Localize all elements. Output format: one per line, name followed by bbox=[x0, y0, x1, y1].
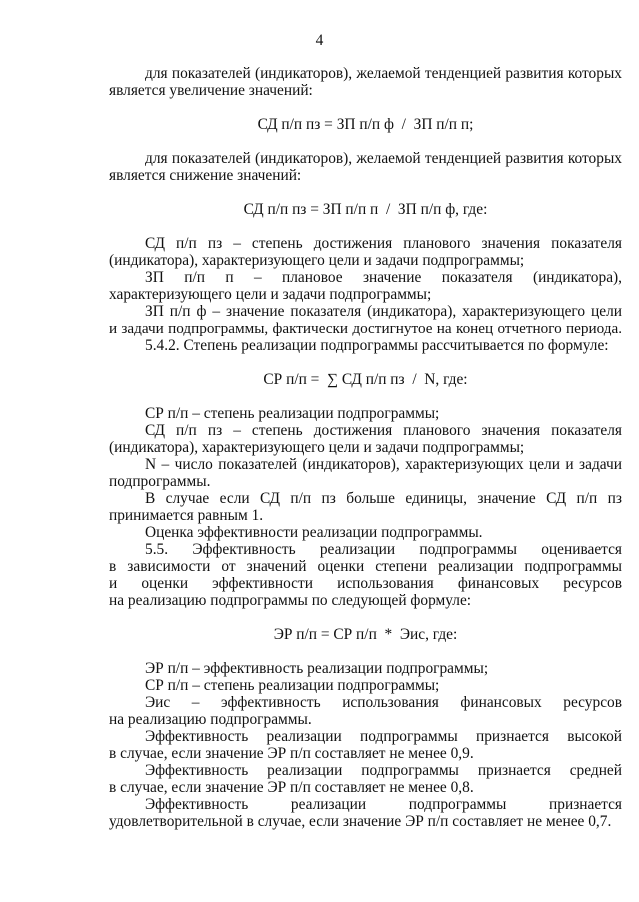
text-line: 5.5. Эффективность реализации подпрограммы оценивается bbox=[145, 541, 622, 558]
text-line: Эффективность реализации подпрограммы признается bbox=[145, 796, 622, 813]
formula-line: СД п/п пз = ЗП п/п ф / ЗП п/п п; bbox=[257, 116, 474, 133]
text-line: принимается равным 1. bbox=[109, 507, 264, 524]
text-line: удовлетворительной в случае, если значение ЭР п/п составляет не менее 0,7. bbox=[109, 813, 612, 830]
page-number: 4 bbox=[315, 32, 324, 49]
text-line: подпрограммы. bbox=[109, 473, 211, 490]
text-line: (индикатора), характеризующего цели и задачи подпрограммы; bbox=[109, 439, 525, 456]
text-line: (индикатора), характеризующего цели и задачи подпрограммы; bbox=[109, 252, 525, 269]
text-line: СР п/п – степень реализации подпрограммы; bbox=[145, 677, 440, 694]
text-line: Эффективность реализации подпрограммы признается высокой bbox=[145, 728, 622, 745]
text-line: ЗП п/п ф – значение показателя (индикатора), характеризующего цели bbox=[145, 303, 622, 320]
text-line: в зависимости от значений оценки степени реализации подпрограммы bbox=[109, 558, 622, 575]
text-line: СД п/п пз – степень достижения планового значения показателя bbox=[145, 235, 622, 252]
text-line: Оценка эффективности реализации подпрограммы. bbox=[145, 524, 483, 541]
text-line: СР п/п – степень реализации подпрограммы; bbox=[145, 405, 440, 422]
text-line: ЭР п/п – эффективность реализации подпрограммы; bbox=[145, 660, 489, 677]
text-line: Эис – эффективность использования финансовых ресурсов bbox=[145, 694, 622, 711]
text-line: в случае, если значение ЭР п/п составляет не менее 0,9. bbox=[109, 745, 474, 762]
text-line: для показателей (индикаторов), желаемой тенденцией развития которых bbox=[145, 150, 622, 167]
text-line: на реализацию подпрограммы по следующей формуле: bbox=[109, 592, 472, 609]
text-line: 5.4.2. Степень реализации подпрограммы рассчитывается по формуле: bbox=[145, 337, 609, 354]
text-line: СД п/п пз – степень достижения планового значения показателя bbox=[145, 422, 622, 439]
text-line: В случае если СД п/п пз больше единицы, значение СД п/п пз bbox=[145, 490, 622, 507]
text-line: N – число показателей (индикаторов), характеризующих цели и задачи bbox=[145, 456, 622, 473]
text-line: Эффективность реализации подпрограммы признается средней bbox=[145, 762, 622, 779]
text-line: является снижение значений: bbox=[109, 167, 302, 184]
text-line: для показателей (индикаторов), желаемой тенденцией развития которых bbox=[145, 65, 622, 82]
text-line: ЗП п/п п – плановое значение показателя (индикатора), bbox=[145, 269, 622, 286]
formula-line: СР п/п = ∑ СД п/п пз / N, где: bbox=[263, 371, 468, 388]
formula-line: ЭР п/п = СР п/п * Эис, где: bbox=[273, 626, 458, 643]
text-line: является увеличение значений: bbox=[109, 82, 313, 99]
text-line: характеризующего цели и задачи подпрограммы; bbox=[109, 286, 432, 303]
text-line: на реализацию подпрограммы. bbox=[109, 711, 312, 728]
formula-line: СД п/п пз = ЗП п/п п / ЗП п/п ф, где: bbox=[243, 201, 488, 218]
text-line: в случае, если значение ЭР п/п составляет не менее 0,8. bbox=[109, 779, 474, 796]
text-line: и задачи подпрограммы, фактически достигнутое на конец отчетного периода. bbox=[109, 320, 622, 337]
text-line: и оценки эффективности использования финансовых ресурсов bbox=[109, 575, 622, 592]
